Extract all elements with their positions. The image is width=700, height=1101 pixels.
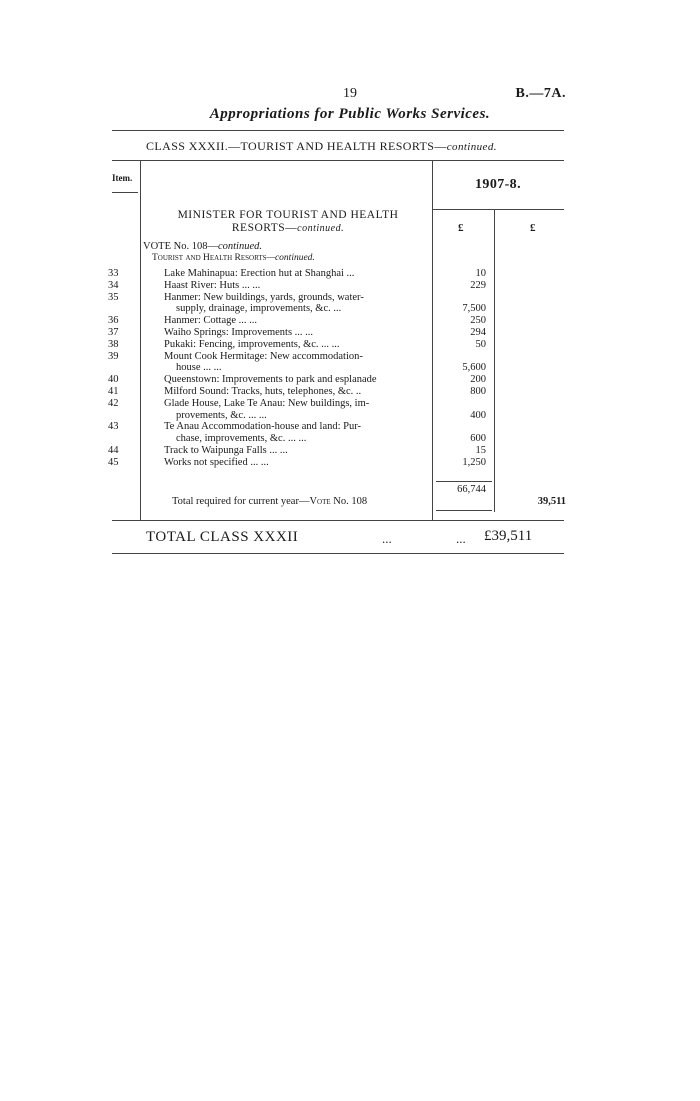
row-description: provements, &c. ... ...	[176, 409, 267, 421]
row-description: Lake Mahinapua: Erection hut at Shanghai ...	[164, 268, 355, 279]
page-number: 19	[343, 86, 357, 101]
row-description: supply, drainage, improvements, &c. ...	[176, 303, 342, 315]
subtotal-bottom-rule	[436, 510, 492, 511]
vote-continued: continued.	[217, 241, 262, 252]
ministry-heading-resorts: RESORTS—	[231, 222, 298, 234]
row-item-number: 39	[108, 350, 119, 362]
total-label-vote: Vote	[309, 496, 331, 507]
row-description: Pukaki: Fencing, improvements, &c. ... ...	[164, 338, 340, 350]
page-title: Appropriations for Public Works Services.	[209, 106, 491, 122]
class-heading	[146, 139, 497, 154]
row-amount: 200	[470, 374, 486, 386]
amount-column-divider	[432, 160, 433, 520]
row-description: Glade House, Lake Te Anau: New buildings, im-	[164, 397, 370, 409]
subtotal-rule	[436, 481, 492, 482]
ministry-heading-line1: MINISTER FOR TOURIST AND HEALTH	[177, 209, 399, 221]
row-amount: 400	[470, 409, 486, 421]
total-label-suffix: No. 108	[330, 496, 368, 507]
item-header-rule	[112, 192, 138, 193]
row-item-number: 45	[108, 456, 119, 468]
currency-symbol-left: £	[458, 222, 464, 234]
subtotal-amount: 66,744	[457, 484, 486, 495]
row-item-number: 37	[108, 327, 119, 338]
footer-rule	[112, 553, 564, 554]
row-item-number: 38	[108, 338, 119, 350]
row-amount: 5,600	[462, 362, 486, 374]
title-rule	[112, 130, 564, 131]
row-description: Hanmer: New buildings, yards, grounds, water-	[164, 291, 364, 303]
row-item-number: 35	[108, 291, 119, 303]
row-item-number: 36	[108, 315, 119, 327]
table-top-rule	[112, 160, 564, 161]
row-amount: 600	[470, 433, 486, 445]
row-description: Works not specified ... ...	[164, 456, 269, 468]
subcolumn-divider	[494, 210, 495, 512]
leader-dots-2: ...	[456, 531, 466, 546]
row-description: Waiho Springs: Improvements ... ...	[164, 327, 314, 338]
currency-symbol-right: £	[530, 222, 536, 234]
row-item-number: 41	[108, 386, 119, 397]
row-description: chase, improvements, &c. ... ...	[176, 433, 307, 445]
total-label	[172, 496, 367, 507]
ministry-heading-continued: continued.	[297, 223, 345, 234]
grand-total: £39,511	[484, 528, 533, 544]
row-amount: 10	[475, 268, 486, 279]
total-class-label: TOTAL CLASS XXXII	[146, 529, 299, 545]
year-column-header: 1907-8.	[475, 177, 521, 192]
row-item-number: 42	[108, 397, 119, 409]
total-amount: 39,511	[537, 496, 566, 507]
class-heading-text: CLASS XXXII.—TOURIST AND HEALTH RESORTS—	[146, 139, 447, 153]
row-description: Mount Cook Hermitage: New accommodation-	[164, 350, 363, 362]
item-column-header: Item.	[112, 173, 133, 183]
row-item-number: 33	[108, 268, 119, 279]
ministry-heading-line2	[146, 222, 430, 235]
row-description: Track to Waipunga Falls ... ...	[164, 445, 288, 456]
row-description: house ... ...	[176, 362, 222, 374]
row-item-number: 34	[108, 279, 119, 291]
ministry-heading	[146, 209, 430, 235]
row-amount: 50	[475, 338, 486, 350]
row-amount: 800	[470, 386, 486, 397]
row-item-number: 43	[108, 421, 119, 433]
subhead-title: Tourist and Health Resorts	[152, 253, 267, 263]
item-column-divider	[140, 160, 141, 520]
row-item-number: 44	[108, 445, 119, 456]
row-amount: 7,500	[462, 303, 486, 315]
row-description: Queenstown: Improvements to park and esplanade	[164, 374, 377, 386]
row-amount: 1,250	[462, 456, 486, 468]
subhead	[152, 253, 315, 263]
row-description: Milford Sound: Tracks, huts, telephones, &c. ..	[164, 386, 362, 397]
document-reference: B.—7A.	[515, 86, 566, 101]
row-item-number: 40	[108, 374, 119, 386]
subhead-continued: —continued.	[266, 253, 315, 263]
vote-heading	[143, 241, 262, 252]
row-amount: 15	[475, 445, 486, 456]
year-header-rule	[432, 209, 564, 210]
row-amount: 294	[470, 327, 486, 338]
row-description: Te Anau Accommodation-house and land: Pur-	[164, 421, 362, 433]
row-amount: 229	[470, 279, 486, 291]
vote-number: VOTE No. 108—	[143, 241, 218, 252]
row-description: Haast River: Huts ... ...	[164, 279, 261, 291]
table-bottom-rule	[112, 520, 564, 521]
total-label-prefix: Total required for current year—	[172, 496, 310, 507]
leader-dots-1: ...	[382, 531, 392, 546]
row-amount: 250	[470, 315, 486, 327]
class-heading-continued: continued.	[446, 141, 497, 153]
row-description: Hanmer: Cottage ... ...	[164, 315, 258, 327]
